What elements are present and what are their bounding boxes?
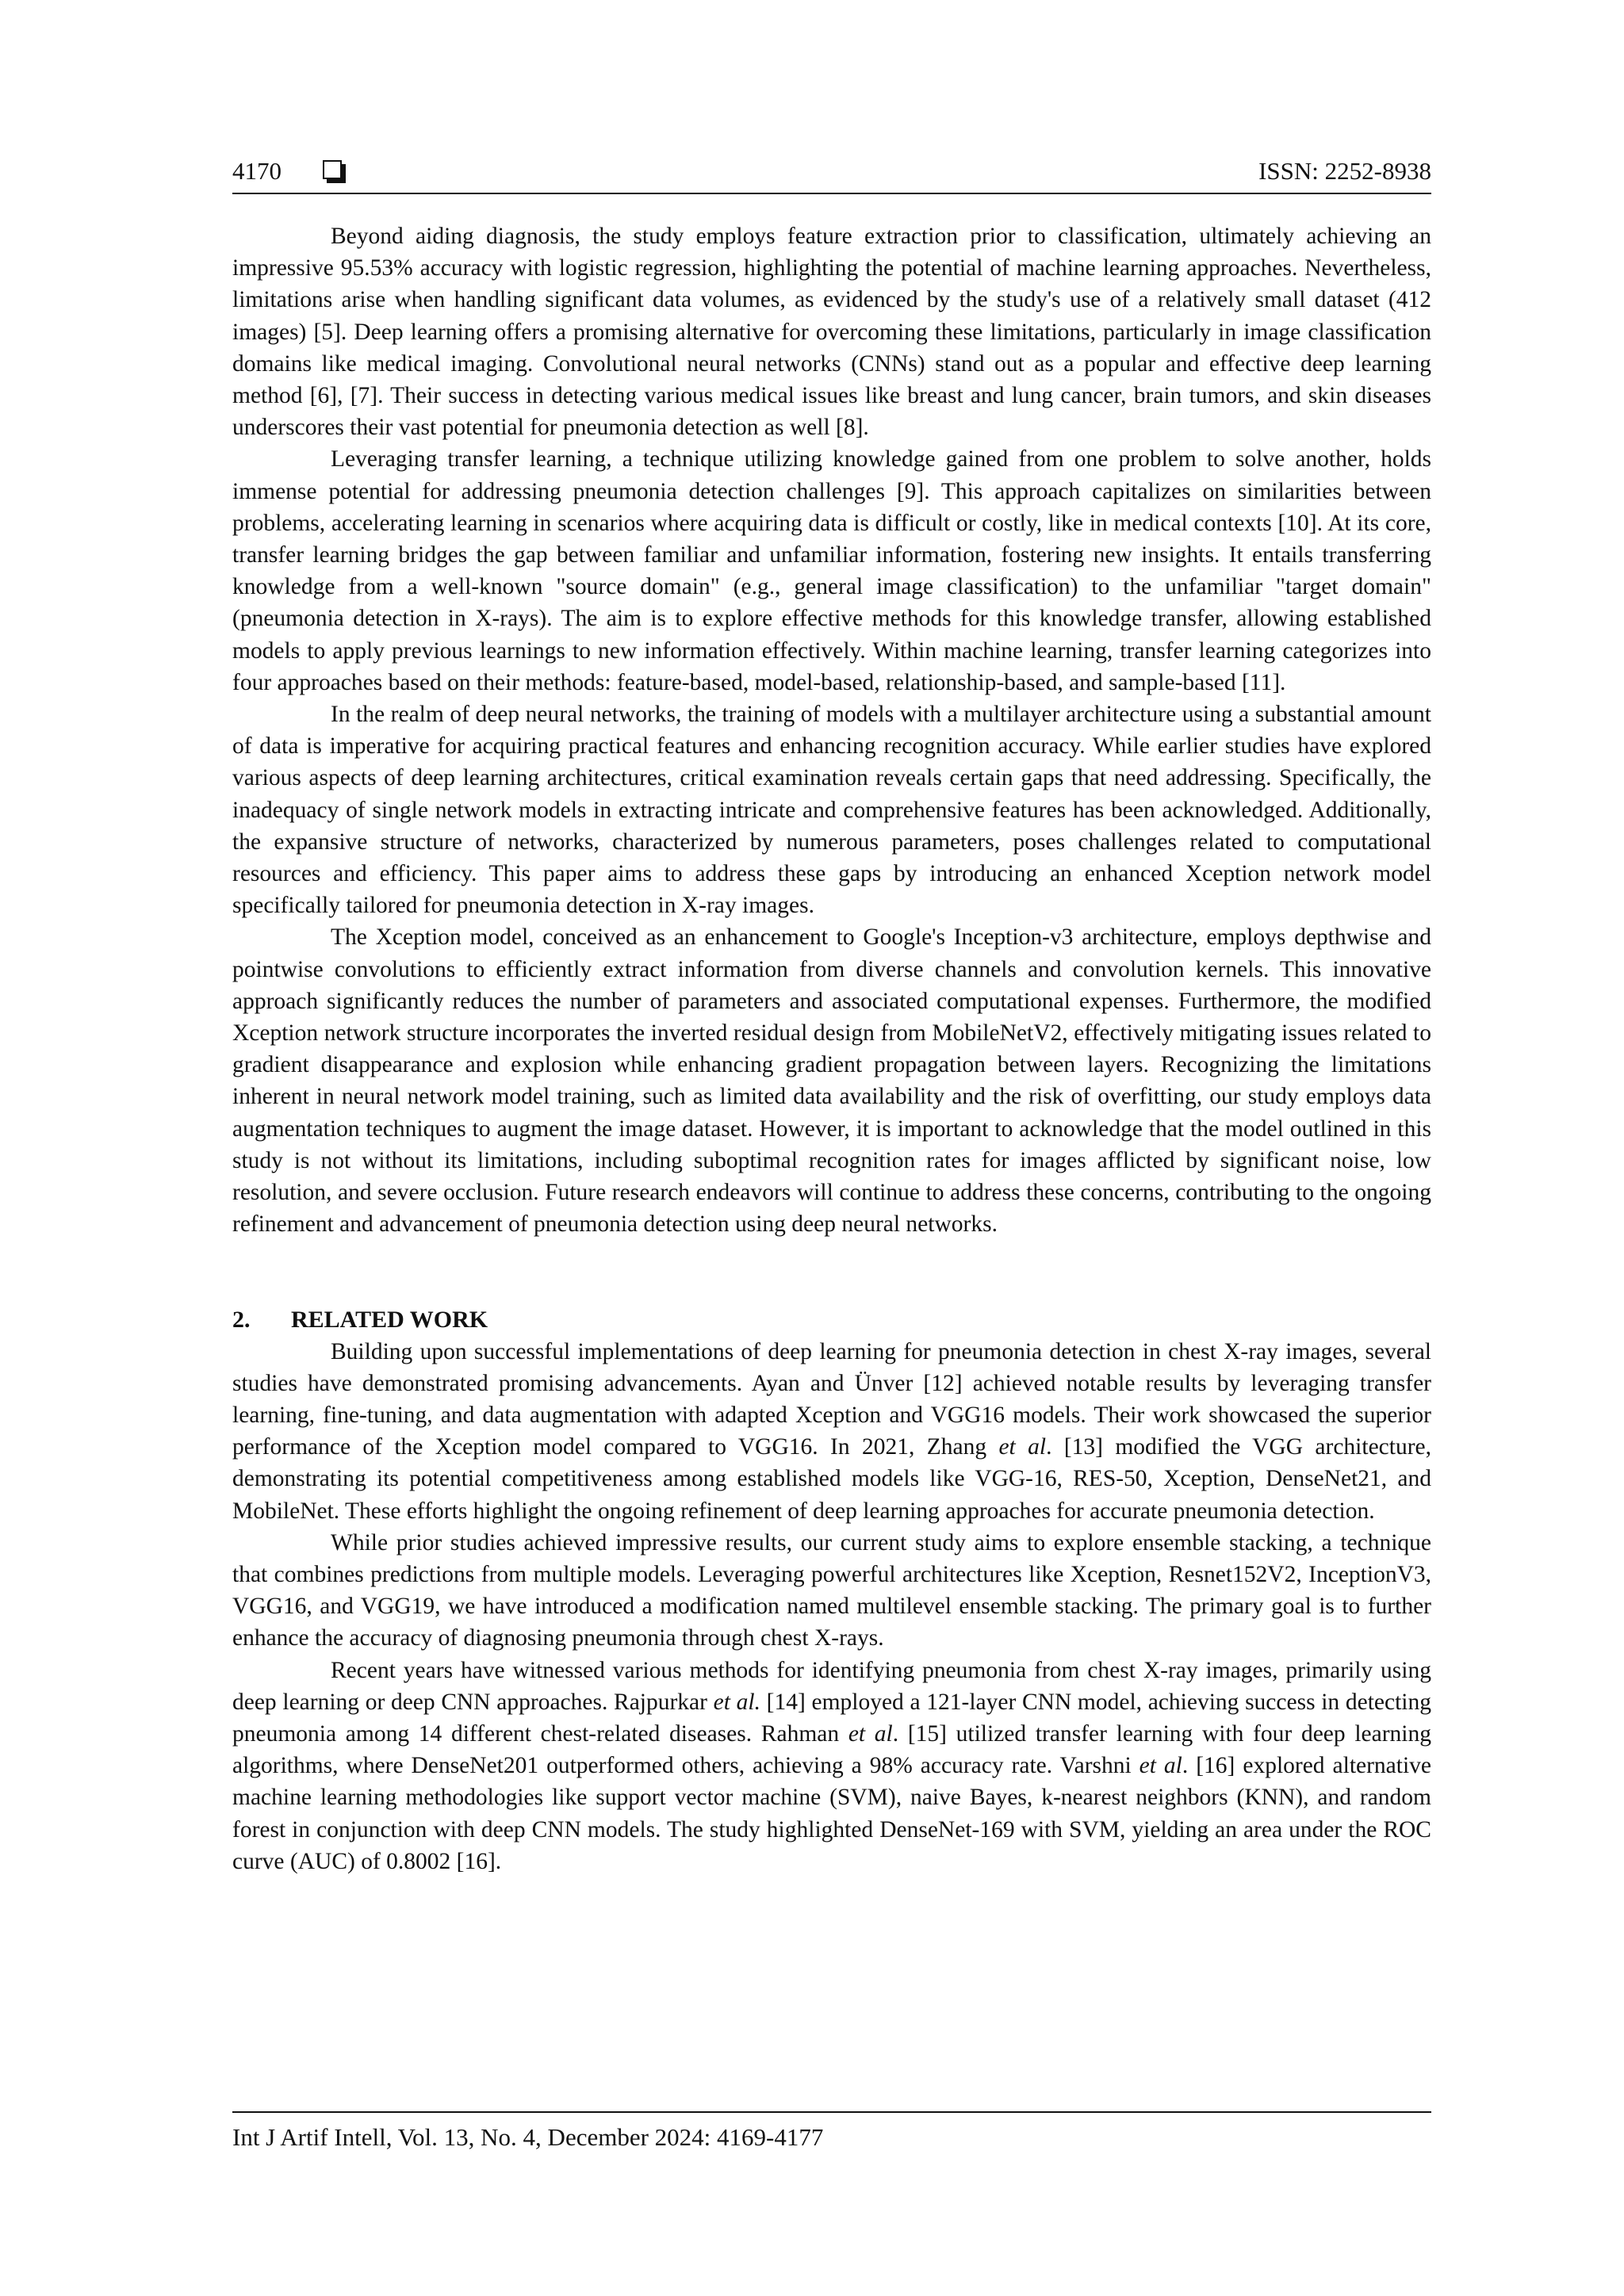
section-number: 2. [232,1306,251,1333]
text-run-italic: et al [848,1720,893,1747]
paragraph: Beyond aiding diagnosis, the study employs feature extraction prior to classification, ultimately achieving an impressive 95.53% accuracy with logistic regression, highlighting the potential of machine learning approaches. Nevertheless, limitations arise when handling significant data volumes, as evidenced by the study's use of a relatively small dataset (412 images) [5]. Deep learning offers a promising alternative for overcoming these limitations, particularly in image classification domains like medical imaging. Convolutional neural networks (CNNs) stand out as a popular and effective deep learning method [6], [7]. Their success in detecting various medical issues like breast and lung cancer, brain tumors, and skin diseases underscores their vast potential for pneumonia detection as well [8]. [232,224,1431,441]
section-heading [232,1304,1431,1336]
body-text [232,220,1431,1877]
text-run-italic: et al. [713,1689,760,1715]
paragraph: In the realm of deep neural networks, the training of models with a multilayer architecture using a substantial amount of data is imperative for acquiring practical features and enhancing recognition accuracy. While earlier studies have explored various aspects of deep learning architectures, critical examination reveals certain gaps that need addressing. Specifically, the inadequacy of single network models in extracting intricate and comprehensive features has been acknowledged. Additionally, the expansive structure of networks, characterized by numerous parameters, poses challenges related to computational resources and efficiency. This paper aims to address these gaps by introducing an enhanced Xception network model specifically tailored for pneumonia detection in X-ray images. [232,702,1431,919]
section-title: RELATED WORK [291,1306,488,1333]
paragraph: The Xception model, conceived as an enhancement to Google's Inception-v3 architecture, employs depthwise and pointwise convolutions to efficiently extract information from diverse channels and convolution kernels. This innovative approach significantly reduces the number of parameters and associated computational expenses. Furthermore, the modified Xception network structure incorporates the inverted residual design from MobileNetV2, effectively mitigating issues related to gradient disappearance and explosion while enhancing gradient propagation between layers. Recognizing the limitations inherent in neural network model training, such as limited data availability and the risk of overfitting, our study employs data augmentation techniques to augment the image dataset. However, it is important to acknowledge that the model outlined in this study is not without its limitations, including suboptimal recognition rates for images afflicted by significant noise, low resolution, and severe occlusion. Future research endeavors will continue to address these concerns, contributing to the ongoing refinement and advancement of pneumonia detection using deep neural networks. [232,924,1431,1238]
paper-page [232,149,1431,2210]
text-run: While prior studies achieved impressive results, our current study aims to explore ensemble stacking, a technique that combines predictions from multiple models. Leveraging powerful architectures like Xception, Resnet152V2, InceptionV3, VGG16, and VGG19, we have introduced a modification named multilevel ensemble stacking. The primary goal is to further enhance the accuracy of diagnosing pneumonia through chest X-rays. [232,1529,1431,1651]
text-run: Recent years have witnessed various methods for identifying pneumonia from chest X-ray images, primarily using deep learning or deep CNN approaches. Rajpurkar [232,1657,1431,1715]
text-run: [14] employed a 121-layer CNN model, achieving success in detecting pneumonia among 14 different chest-related diseases. Rahman [232,1689,1431,1747]
text-run: . [15] utilized transfer learning with four deep learning algorithms, where DenseNet201 outperformed others, achieving a 98% accuracy rate. Varshni [232,1720,1431,1779]
paragraph [232,1527,1431,1655]
paragraph [232,1336,1431,1527]
text-run-italic: et al [1139,1753,1182,1779]
text-run-italic: et al [998,1434,1047,1460]
page-header [232,149,1431,189]
paragraph: Leveraging transfer learning, a technique utilizing knowledge gained from one problem to solve another, holds immense potential for addressing pneumonia detection challenges [9]. This approach capitalizes on similarities between problems, accelerating learning in scenarios where acquiring data is difficult or costly, like in medical contexts [10]. At its core, transfer learning bridges the gap between familiar and unfamiliar information, fostering new insights. It entails transferring knowledge from a well-known "source domain" (e.g., general image classification) to the unfamiliar "target domain" (pneumonia detection in X-rays). The aim is to explore effective methods for this knowledge transfer, allowing established models to apply previous learnings to new information effectively. Within machine learning, transfer learning categorizes into four approaches based on their methods: feature-based, model-based, relationship-based, and sample-based [11]. [232,446,1431,695]
footer-citation: Int J Artif Intell, Vol. 13, No. 4, December 2024: 4169-4177 [232,2123,824,2151]
box-icon [323,160,342,179]
paragraph [232,1655,1431,1877]
text-run: . [16] explored alternative machine learning methodologies like support vector machine (SVM), naive Bayes, k-nearest neighbors (KNN), and random forest in conjunction with deep CNN models. The study highlighted DenseNet-169 with SVM, yielding an area under the ROC curve (AUC) of 0.8002 [16]. [232,1753,1432,1874]
footer-rule [232,2111,1431,2113]
text-run: . [13] modified the VGG architecture, demonstrating its potential competitiveness among established models like VGG-16, RES-50, Xception, DenseNet21, and MobileNet. These efforts highlight the ongoing refinement of deep learning approaches for accurate pneumonia detection. [232,1434,1431,1524]
issn: ISSN: 2252-8938 [1258,157,1431,185]
text-run: Building upon successful implementations of deep learning for pneumonia detection in chest X-ray images, several studies have demonstrated promising advancements. Ayan and Ünver [12] achieved notable results by leveraging transfer learning, fine-tuning, and data augmentation with adapted Xception and VGG16 models. Their work showcased the superior performance of the Xception model compared to VGG16. In 2021, Zhang [232,1338,1431,1460]
header-rule [232,193,1431,194]
page-number: 4170 [232,157,282,185]
